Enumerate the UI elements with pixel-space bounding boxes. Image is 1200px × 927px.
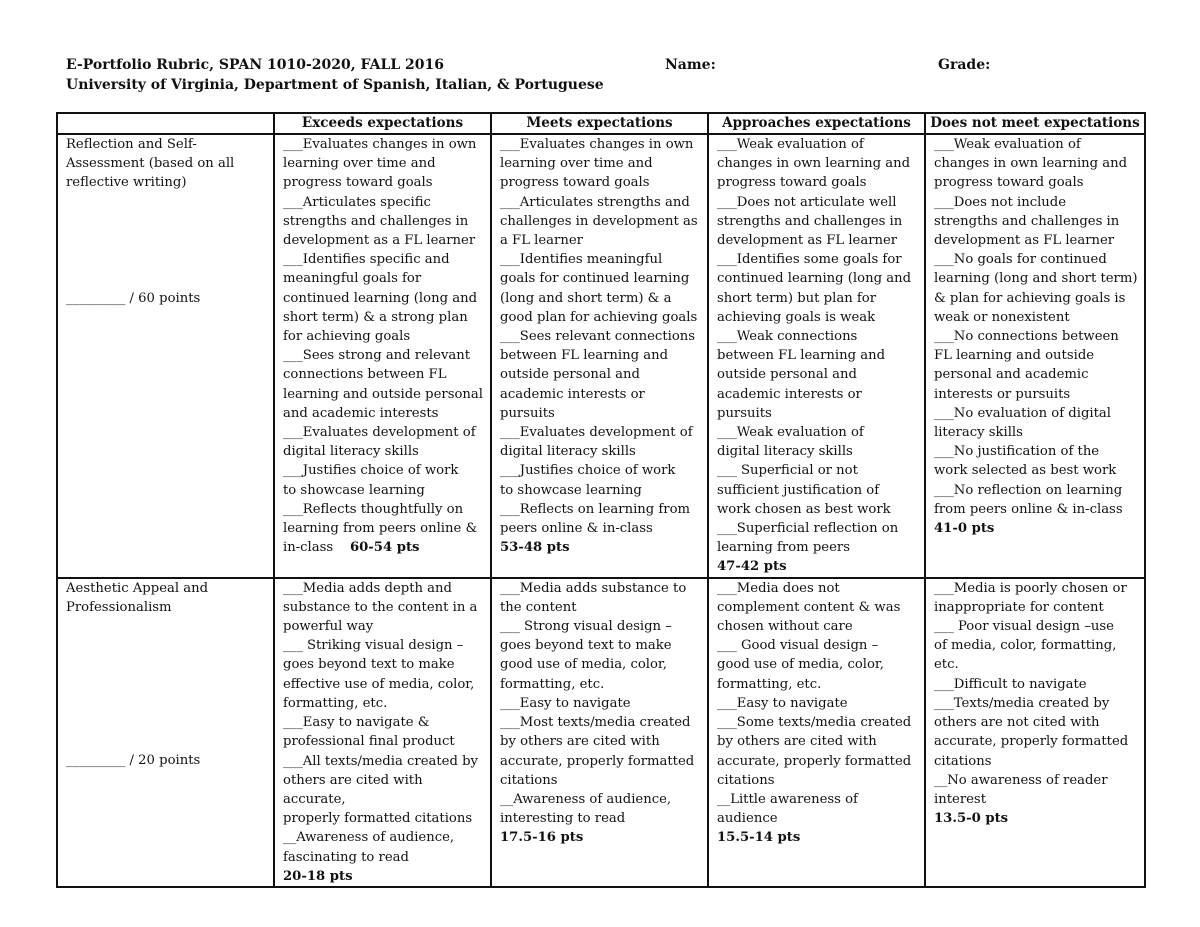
- descriptor-line: short term) & a strong plan: [283, 309, 468, 325]
- descriptor-line: citations: [500, 772, 558, 788]
- descriptor-line: ___ Poor visual design –use: [934, 619, 1114, 635]
- descriptor-line: strengths and challenges in: [934, 213, 1120, 229]
- document-subtitle: University of Virginia, Department of Spanish, Italian, & Portuguese: [66, 77, 604, 93]
- descriptor-line: progress toward goals: [717, 175, 867, 191]
- rubric-row: [57, 578, 1145, 887]
- descriptor-line: ___No reflection on learning: [934, 482, 1123, 498]
- rubric-cell: [491, 578, 708, 887]
- descriptor-line: development as FL learner: [717, 233, 898, 249]
- descriptor-line: ___Sees relevant connections: [500, 329, 696, 345]
- criterion-label: Aesthetic Appeal and: [66, 580, 209, 596]
- descriptor-line: progress toward goals: [934, 175, 1084, 191]
- descriptor-line: development as FL learner: [934, 233, 1115, 249]
- score-range: 20-18 pts: [283, 868, 353, 884]
- descriptor-line: etc.: [934, 657, 959, 673]
- corner-cell: [57, 113, 274, 134]
- descriptor-line: and academic interests: [283, 405, 439, 421]
- descriptor-line: good use of media, color,: [500, 657, 667, 673]
- descriptor-line: digital literacy skills: [717, 444, 853, 460]
- descriptor-line: ___Media does not: [717, 580, 840, 596]
- descriptor-line: short term) but plan for: [717, 290, 877, 306]
- descriptor-line: changes in own learning and: [717, 156, 911, 172]
- descriptor-line: between FL learning and: [717, 348, 886, 364]
- descriptor-line: learning and outside personal: [283, 386, 484, 402]
- descriptor-line: challenges in development as: [500, 213, 698, 229]
- rubric-cell: [708, 134, 925, 578]
- descriptor-line: goes beyond text to make: [500, 638, 672, 654]
- column-header: Approaches expectations: [708, 113, 925, 134]
- descriptor-line: __Little awareness of: [717, 791, 858, 807]
- descriptor-line: strengths and challenges in: [717, 213, 903, 229]
- descriptor-line: ___No evaluation of digital: [934, 405, 1111, 421]
- descriptor-line: literacy skills: [934, 425, 1023, 441]
- criterion-points: _________ / 60 points: [66, 290, 201, 306]
- descriptor-line: achieving goals is weak: [717, 309, 876, 325]
- descriptor-line: __Awareness of audience,: [283, 830, 455, 846]
- descriptor-line: ___ Superficial or not: [717, 463, 858, 479]
- descriptor-line: digital literacy skills: [283, 444, 419, 460]
- column-header: Meets expectations: [491, 113, 708, 134]
- descriptor-line: others are cited with accurate,: [283, 772, 427, 807]
- descriptor-line: ___Justifies choice of work: [500, 463, 676, 479]
- descriptor-line: ___Articulates specific: [283, 194, 431, 210]
- descriptor-line: properly formatted citations: [283, 811, 473, 827]
- descriptor-line: the content: [500, 599, 577, 615]
- descriptor-line: interesting to read: [500, 811, 626, 827]
- descriptor-line: inappropriate for content: [934, 599, 1104, 615]
- descriptor-line: to showcase learning: [283, 482, 425, 498]
- descriptor-line: professional final product: [283, 734, 455, 750]
- descriptor-line: changes in own learning and: [934, 156, 1128, 172]
- descriptor-line: ___Easy to navigate &: [283, 715, 430, 731]
- descriptor-line: outside personal and: [500, 367, 640, 383]
- descriptor-line: ___Easy to navigate: [717, 695, 848, 711]
- descriptor-line: chosen without care: [717, 619, 853, 635]
- score-range: 13.5-0 pts: [934, 811, 1009, 827]
- descriptor-line: learning from peers online &: [283, 521, 478, 537]
- descriptor-line: substance to the content in a: [283, 599, 478, 615]
- score-range: 60-54 pts: [349, 540, 420, 556]
- descriptor-line: ___Difficult to navigate: [934, 676, 1087, 692]
- descriptor-line: a FL learner: [500, 233, 583, 249]
- criterion-cell: [57, 134, 274, 578]
- descriptor-line: audience: [717, 811, 778, 827]
- descriptor-line: ___Reflects on learning from: [500, 501, 691, 517]
- criterion-label: Professionalism: [66, 599, 172, 615]
- descriptor-line: (long and short term) & a: [500, 290, 672, 306]
- descriptor-line: goals for continued learning: [500, 271, 690, 287]
- descriptor-line: by others are cited with: [500, 734, 660, 750]
- rubric-row: [57, 134, 1145, 578]
- score-range: 17.5-16 pts: [500, 830, 584, 846]
- descriptor-line: strengths and challenges in: [283, 213, 469, 229]
- descriptor-line: continued learning (long and: [283, 290, 478, 306]
- descriptor-line: learning over time and: [283, 156, 436, 172]
- descriptor-line: fascinating to read: [283, 849, 409, 865]
- descriptor-line: formatting, etc.: [283, 695, 388, 711]
- descriptor-line: by others are cited with: [717, 734, 877, 750]
- criterion-label: reflective writing): [66, 175, 187, 191]
- descriptor-line: ___No connections between: [934, 329, 1119, 345]
- descriptor-line: citations: [717, 772, 775, 788]
- descriptor-line: for achieving goals: [283, 329, 411, 345]
- descriptor-line: ___Justifies choice of work: [283, 463, 459, 479]
- rubric-header-row: [57, 113, 1145, 134]
- descriptor-line: ___Media is poorly chosen or: [934, 580, 1127, 596]
- score-range: 47-42 pts: [717, 559, 787, 575]
- descriptor-line: ___Texts/media created by: [934, 695, 1110, 711]
- descriptor-line: ___Weak connections: [717, 329, 858, 345]
- name-label: Name:: [665, 57, 716, 73]
- descriptor-line: ___Evaluates development of: [500, 425, 693, 441]
- descriptor-line: ___Media adds depth and: [283, 580, 452, 596]
- descriptor-line: interests or pursuits: [934, 386, 1071, 402]
- descriptor-line: digital literacy skills: [500, 444, 636, 460]
- descriptor-line: effective use of media, color,: [283, 676, 475, 692]
- column-header: Does not meet expectations: [925, 113, 1145, 134]
- descriptor-line: good use of media, color,: [717, 657, 884, 673]
- descriptor-line: learning over time and: [500, 156, 653, 172]
- descriptor-line: ___Weak evaluation of: [934, 137, 1081, 152]
- criterion-spacer: [66, 617, 269, 751]
- descriptor-line: accurate, properly formatted: [934, 734, 1129, 750]
- descriptor-line: learning from peers: [717, 540, 850, 556]
- descriptor-line: ___Identifies some goals for: [717, 252, 902, 268]
- descriptor-line: interest: [934, 791, 986, 807]
- rubric-cell: [491, 134, 708, 578]
- descriptor-line: continued learning (long and: [717, 271, 912, 287]
- descriptor-line: good plan for achieving goals: [500, 309, 698, 325]
- descriptor-line: __No awareness of reader: [934, 772, 1108, 788]
- descriptor-line-with-points: [283, 538, 486, 557]
- descriptor-line: peers online & in-class: [500, 521, 653, 537]
- criterion-points: _________ / 20 points: [66, 753, 201, 769]
- descriptor-line: formatting, etc.: [500, 676, 605, 692]
- criterion-label: Assessment (based on all: [66, 156, 235, 172]
- descriptor-line: ___Weak evaluation of: [717, 425, 864, 441]
- descriptor-line: academic interests or pursuits: [717, 386, 867, 421]
- rubric-cell: [925, 134, 1145, 578]
- descriptor-line: between FL learning and: [500, 348, 669, 364]
- descriptor-line: ___Some texts/media created: [717, 715, 912, 731]
- descriptor-line: ___ Strong visual design –: [500, 619, 672, 635]
- descriptor-line: & plan for achieving goals is: [934, 290, 1126, 306]
- criterion-spacer: [66, 193, 269, 289]
- descriptor-line: ___Evaluates development of: [283, 425, 476, 441]
- descriptor-line: accurate, properly formatted: [500, 753, 695, 769]
- descriptor-line: ___Evaluates changes in own: [500, 137, 694, 152]
- rubric-cell: [274, 134, 491, 578]
- descriptor-line: work selected as best work: [934, 463, 1117, 479]
- descriptor-line: goes beyond text to make: [283, 657, 455, 673]
- descriptor-line: ___Does not articulate well: [717, 194, 897, 210]
- descriptor-line: progress toward goals: [500, 175, 650, 191]
- descriptor-line: ___Reflects thoughtfully on: [283, 501, 464, 517]
- descriptor-line: ___Articulates strengths and: [500, 194, 690, 210]
- descriptor-line: academic interests or pursuits: [500, 386, 650, 421]
- rubric-cell: [708, 578, 925, 887]
- descriptor-line: ___Weak evaluation of: [717, 137, 864, 152]
- descriptor-line: from peers online & in-class: [934, 501, 1123, 517]
- score-range: 53-48 pts: [500, 540, 570, 556]
- descriptor-line: ___Sees strong and relevant: [283, 348, 471, 364]
- grade-label: Grade:: [938, 57, 991, 73]
- column-header: Exceeds expectations: [274, 113, 491, 134]
- rubric-cell: [274, 578, 491, 887]
- descriptor-line: ___Most texts/media created: [500, 715, 691, 731]
- descriptor-line: ___All texts/media created by: [283, 753, 478, 769]
- descriptor-line: complement content & was: [717, 599, 901, 615]
- descriptor-line: formatting, etc.: [717, 676, 822, 692]
- descriptor-line: __Awareness of audience,: [500, 791, 672, 807]
- descriptor-line: ___No goals for continued: [934, 252, 1107, 268]
- descriptor-line: ___Identifies specific and: [283, 252, 450, 268]
- descriptor-line: ___Does not include: [934, 194, 1067, 210]
- descriptor-line: meaningful goals for: [283, 271, 422, 287]
- criterion-cell: [57, 578, 274, 887]
- descriptor-line: accurate, properly formatted: [717, 753, 912, 769]
- descriptor-line: sufficient justification of: [717, 482, 880, 498]
- descriptor-line: work chosen as best work: [717, 501, 891, 517]
- rubric-table: [56, 112, 1146, 888]
- descriptor-line: progress toward goals: [283, 175, 433, 191]
- descriptor-line: personal and academic: [934, 367, 1089, 383]
- descriptor-line: learning (long and short term): [934, 271, 1138, 287]
- descriptor-line: development as a FL learner: [283, 233, 476, 249]
- descriptor-line: FL learning and outside: [934, 348, 1095, 364]
- descriptor-line: ___ Good visual design –: [717, 638, 879, 654]
- descriptor-line: others are not cited with: [934, 715, 1100, 731]
- descriptor-line: connections between FL: [283, 367, 447, 383]
- descriptor-line: ___Superficial reflection on: [717, 521, 899, 537]
- descriptor-line: ___ Striking visual design –: [283, 638, 464, 654]
- descriptor-line: ___Media adds substance to: [500, 580, 687, 596]
- descriptor-line: powerful way: [283, 619, 374, 635]
- score-range: 15.5-14 pts: [717, 830, 801, 846]
- descriptor-line: ___No justification of the: [934, 444, 1100, 460]
- descriptor-line: ___Evaluates changes in own: [283, 137, 477, 152]
- rubric-cell: [925, 578, 1145, 887]
- descriptor-line: in-class: [283, 540, 334, 556]
- descriptor-line: of media, color, formatting,: [934, 638, 1117, 654]
- descriptor-line: citations: [934, 753, 992, 769]
- score-range: 41-0 pts: [934, 521, 995, 537]
- descriptor-line: outside personal and: [717, 367, 857, 383]
- descriptor-line: weak or nonexistent: [934, 309, 1070, 325]
- criterion-label: Reflection and Self-: [66, 137, 197, 152]
- descriptor-line: ___Easy to navigate: [500, 695, 631, 711]
- descriptor-line: ___Identifies meaningful: [500, 252, 663, 268]
- descriptor-line: to showcase learning: [500, 482, 642, 498]
- document-title: E-Portfolio Rubric, SPAN 1010-2020, FALL 2016: [66, 57, 444, 73]
